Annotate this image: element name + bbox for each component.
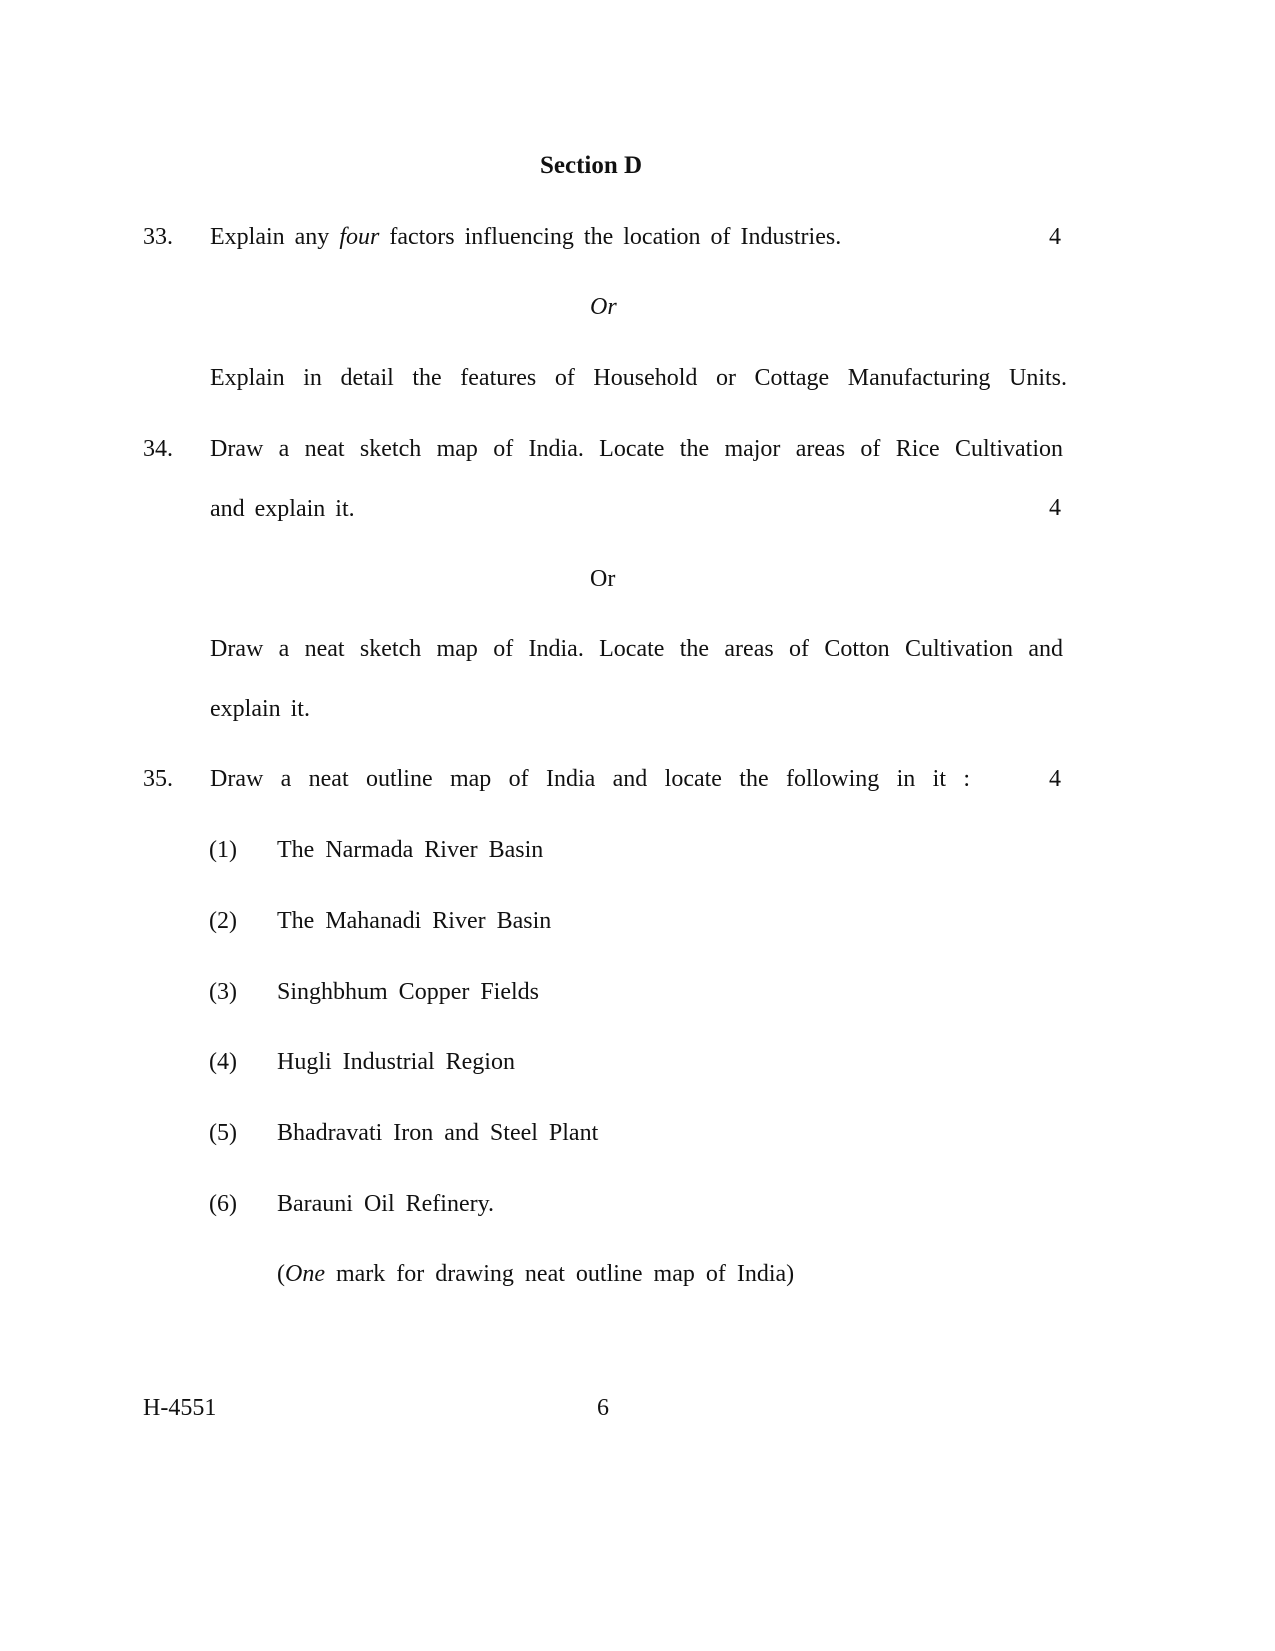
list-item-text: Hugli Industrial Region (277, 1049, 515, 1075)
question-33-emphasis: four (339, 224, 380, 250)
list-item-label: (3) (209, 979, 237, 1005)
question-34-line-2: and explain it. (210, 496, 355, 522)
question-35-text: Draw a neat outline map of India and locate the following in it : (210, 766, 970, 792)
question-33-text-before: Explain any (210, 224, 340, 250)
note-rest: mark for drawing neat outline map of India) (324, 1261, 795, 1287)
list-item-label: (4) (209, 1049, 237, 1075)
note-emphasis: One (285, 1261, 325, 1287)
list-item-text: The Mahanadi River Basin (277, 908, 552, 934)
list-item-text: Singhbhum Copper Fields (277, 979, 540, 1005)
question-33-marks: 4 (1049, 224, 1061, 250)
question-33-text-after: factors influencing the location of Industries. (379, 224, 842, 250)
list-item-text: Barauni Oil Refinery. (277, 1191, 495, 1217)
list-item-label: (2) (209, 908, 237, 934)
list-item-text: The Narmada River Basin (277, 837, 544, 863)
question-33-text (210, 225, 841, 249)
list-item-label: (6) (209, 1191, 237, 1217)
question-33-or: Or (590, 294, 617, 320)
question-35-note (277, 1262, 794, 1286)
question-34-or: Or (590, 566, 616, 592)
note-open-paren: ( (277, 1261, 285, 1287)
question-34-number: 34. (143, 436, 173, 462)
page-number: 6 (597, 1395, 609, 1421)
section-heading: Section D (540, 152, 643, 179)
question-34-marks: 4 (1049, 495, 1061, 521)
question-35-marks: 4 (1049, 766, 1061, 792)
question-34-alternative-line-1: Draw a neat sketch map of India. Locate the areas of Cotton Cultivation and (210, 636, 1063, 662)
list-item-label: (1) (209, 837, 237, 863)
paper-code: H-4551 (143, 1395, 217, 1421)
question-33-alternative: Explain in detail the features of Household or Cottage Manufacturing Units. (210, 365, 1067, 391)
list-item-label: (5) (209, 1120, 237, 1146)
question-35-number: 35. (143, 766, 173, 792)
question-34-line-1: Draw a neat sketch map of India. Locate the major areas of Rice Cultivation (210, 436, 1063, 462)
question-34-alternative-line-2: explain it. (210, 696, 310, 722)
list-item-text: Bhadravati Iron and Steel Plant (277, 1120, 599, 1146)
question-33-number: 33. (143, 224, 173, 250)
